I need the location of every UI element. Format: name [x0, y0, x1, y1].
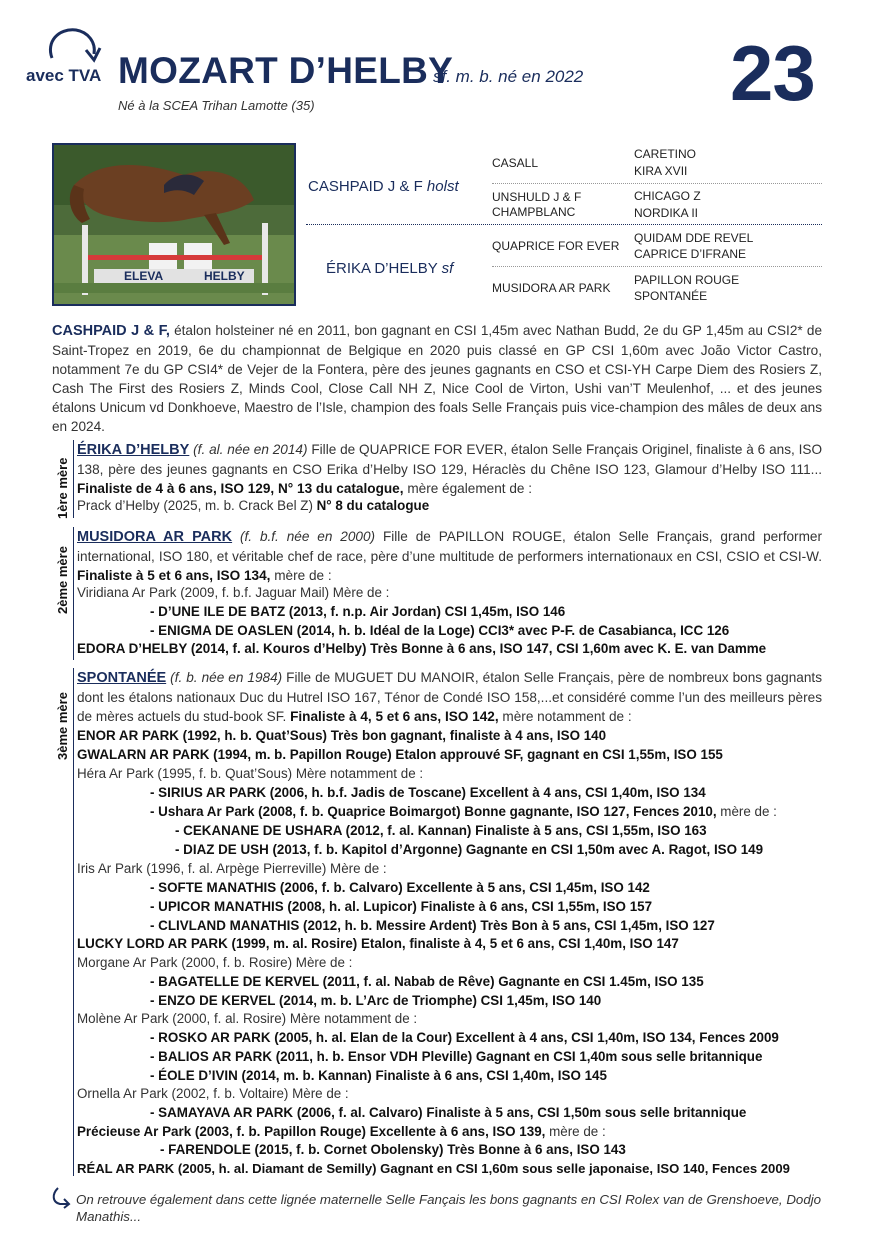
list-item: - D’UNE ILE DE BATZ (2013, f. n.p. Air Jordan) CSI 1,45m, ISO 146 — [150, 604, 566, 619]
list-item: - Ushara Ar Park (2008, f. b. Quaprice Boimargot) Bonne gagnante, ISO 127, Fences 2010, mère de : — [150, 804, 777, 819]
list-item: - SOFTE MANATHIS (2006, f. b. Calvaro) Excellente à 5 ans, CSI 1,45m, ISO 142 — [150, 880, 650, 895]
footer-note: On retrouve également dans cette lignée maternelle Selle Fançais les bons gagnants en CSI Rolex van de Grenshoeve, Dodjo Manathis... — [76, 1192, 822, 1224]
curved-arrow-icon — [50, 1186, 72, 1210]
divider — [492, 266, 822, 267]
pedigree-ss: CASALL — [492, 156, 539, 170]
divider — [73, 440, 74, 518]
list-item: Iris Ar Park (1996, f. al. Arpège Pierreville) Mère de : — [77, 861, 387, 876]
third-dam-text: SPONTANÉE (f. b. née en 1984) Fille de MUGUET DU MANOIR, étalon Selle Français, père de nombreux bons gagnants dont les étalons nationaux Duc du Hutrel ISO 167, Ténor de Condé ISO 158,...et considéré comme l’un des meilleurs pères de mères actuels du stud-book SF. Finaliste à 4, 5 et 6 ans, ISO 142, mère notamment de : — [77, 670, 822, 724]
pedigree-sds: CHICAGO Z — [634, 189, 701, 203]
sire-description: CASHPAID J & F, étalon holsteiner né en 2011, bon gagnant en CSI 1,45m avec Nathan Budd, 2e du GP 1,45m au CSI2* de Saint-Tropez en 2019, 6e du championnat de Belgique en 2020 puis classé en GP CSI 1,60m avec João Victor Castro, notamment 7e du GP CSI4* de Vejer de la Fontera, père des jeunes gagnants en CSO et CSI-YH Carpe Diem des Rosiers Z, Cash The First des Rosiers Z, Minds Cool, Close Call NH Z, Nice Cool de Virton, Ushi van’T Meulenhof, ... et des jeunes étalons Unicum vd Donkhoeve, Maestro de l’Isle, champion des foals Selle Français puis vice-champion des mâles de deux ans en 2024. — [52, 323, 823, 434]
list-item: - BALIOS AR PARK (2011, h. b. Ensor VDH Pleville) Gagnant en CSI 1,40m sous selle britannique — [150, 1049, 763, 1064]
pedigree-dd: MUSIDORA AR PARK — [492, 281, 611, 295]
list-item: - BAGATELLE DE KERVEL (2011, f. al. Nabab de Rêve) Gagnante en CSI 1.45m, ISO 135 — [150, 974, 704, 989]
list-item: Viridiana Ar Park (2009, f. b.f. Jaguar Mail) Mère de : — [77, 585, 390, 600]
list-item: - UPICOR MANATHIS (2008, h. al. Lupicor) Finaliste à 6 ans, CSI 1,55m, ISO 157 — [150, 899, 653, 914]
pedigree-dsd: CAPRICE D’IFRANE — [634, 247, 747, 261]
list-item: - ENZO DE KERVEL (2014, m. b. L’Arc de Triomphe) CSI 1,45m, ISO 140 — [150, 993, 602, 1008]
pedigree-sdd: NORDIKA II — [634, 206, 699, 220]
list-item: RÉAL AR PARK (2005, h. al. Diamant de Semilly) Gagnant en CSI 1,60m sous selle japonaise, ISO 140, Fences 2009 — [77, 1161, 790, 1176]
list-item: Précieuse Ar Park (2003, f. b. Papillon Rouge) Excellente à 6 ans, ISO 139, mère de : — [77, 1124, 606, 1139]
divider — [306, 224, 822, 225]
pedigree-ddd: SPONTANÉE — [634, 289, 708, 303]
list-item: EDORA D’HELBY (2014, f. al. Kouros d’Helby) Très Bonne à 6 ans, ISO 147, CSI 1,60m avec K. E. van Damme — [77, 641, 767, 656]
list-item: - CEKANANE DE USHARA (2012, f. al. Kannan) Finaliste à 5 ans, CSI 1,55m, ISO 163 — [175, 823, 707, 838]
svg-text:ELEVA: ELEVA — [124, 269, 164, 283]
third-dam-label: 3ème mère — [55, 692, 70, 760]
svg-text:HELBY: HELBY — [204, 269, 245, 283]
divider — [73, 527, 74, 660]
tva-label: avec TVA — [26, 66, 102, 85]
divider — [492, 183, 822, 184]
pedigree-sire: CASHPAID J & F holst — [308, 178, 459, 195]
horse-name: MOZART D’HELBY — [118, 50, 454, 91]
pedigree-dss: QUIDAM DDE REVEL — [634, 231, 754, 245]
first-dam-text: ÉRIKA D’HELBY (f. al. née en 2014) Fille de QUAPRICE FOR EVER, étalon Selle Français Originel, finaliste à 6 ans, ISO 138, père des jeunes gagnants en CSO Erika d’Helby ISO 129, Héraclès du Chêne ISO 123, Glamour d’Helby ISO 111... Finaliste de 4 à 6 ans, ISO 129, N° 13 du catalogue, mère également de : — [77, 442, 823, 496]
list-item: LUCKY LORD AR PARK (1999, m. al. Rosire) Etalon, finaliste à 4, 5 et 6 ans, CSI 1,40m, ISO 147 — [77, 936, 679, 951]
list-item: - ROSKO AR PARK (2005, h. al. Elan de la Cour) Excellent à 4 ans, CSI 1,40m, ISO 134, Fences 2009 — [150, 1030, 779, 1045]
lot-number: 23 — [730, 29, 815, 117]
pedigree-ssd: KIRA XVII — [634, 164, 688, 178]
list-item: - ÉOLE D’IVIN (2014, m. b. Kannan) Finaliste à 6 ans, CSI 1,40m, ISO 145 — [150, 1068, 607, 1083]
second-dam-label: 2ème mère — [55, 546, 70, 614]
list-item: - FARENDOLE (2015, f. b. Cornet Obolensky) Très Bonne à 6 ans, ISO 143 — [160, 1142, 626, 1157]
list-item: ENOR AR PARK (1992, h. b. Quat’Sous) Très bon gagnant, finaliste à 4 ans, ISO 140 — [77, 728, 607, 743]
pedigree-ds: QUAPRICE FOR EVER — [492, 239, 620, 253]
divider — [73, 668, 74, 1176]
list-item: - SIRIUS AR PARK (2006, h. b.f. Jadis de Toscane) Excellent à 4 ans, CSI 1,40m, ISO 134 — [150, 785, 706, 800]
first-dam-product: Prack d’Helby (2025, m. b. Crack Bel Z) N° 8 du catalogue — [77, 498, 430, 513]
list-item: Morgane Ar Park (2000, f. b. Rosire) Mère de : — [77, 955, 353, 970]
first-dam-label: 1ère mère — [55, 457, 70, 519]
list-item: Ornella Ar Park (2002, f. b. Voltaire) Mère de : — [77, 1086, 349, 1101]
list-item: GWALARN AR PARK (1994, m. b. Papillon Rouge) Etalon approuvé SF, gagnant en CSI 1,55m, ISO 155 — [77, 747, 723, 762]
pedigree-sss: CARETINO — [634, 147, 697, 161]
horse-photo — [52, 143, 296, 306]
list-item: - CLIVLAND MANATHIS (2012, h. b. Messire Ardent) Très Bon à 5 ans, CSI 1,45m, ISO 127 — [150, 918, 715, 933]
curved-arrow-icon — [42, 24, 102, 66]
breeder: Né à la SCEA Trihan Lamotte (35) — [118, 98, 315, 113]
second-dam-text: MUSIDORA AR PARK (f. b.f. née en 2000) Fille de PAPILLON ROUGE, étalon Selle Français, grand performer international, ISO 180, et véritable chef de race, père d’une multitude de performers internationaux en CSI, CSIO et CSI-W. Finaliste à 5 et 6 ans, ISO 134, mère de : — [77, 529, 822, 583]
list-item: - ENIGMA DE OASLEN (2014, h. b. Idéal de la Loge) CCI3* avec P-F. de Casabianca, ICC 126 — [150, 623, 730, 638]
list-item: - SAMAYAVA AR PARK (2006, f. al. Calvaro) Finaliste à 5 ans, CSI 1,50m sous selle britannique — [150, 1105, 747, 1120]
pedigree-sd: UNSHULD J & F CHAMPBLANC — [492, 190, 582, 219]
pedigree-dds: PAPILLON ROUGE — [634, 273, 740, 287]
list-item: Héra Ar Park (1995, f. b. Quat’Sous) Mère notamment de : — [77, 766, 424, 781]
list-item: - DIAZ DE USH (2013, f. b. Kapitol d’Argonne) Gagnante en CSI 1,50m avec A. Ragot, ISO 149 — [175, 842, 764, 857]
list-item: Molène Ar Park (2000, f. al. Rosire) Mère notamment de : — [77, 1011, 418, 1026]
pedigree-dam: ÉRIKA D’HELBY sf — [326, 260, 454, 277]
horse-details: sf. m. b. né en 2022 — [433, 67, 584, 86]
